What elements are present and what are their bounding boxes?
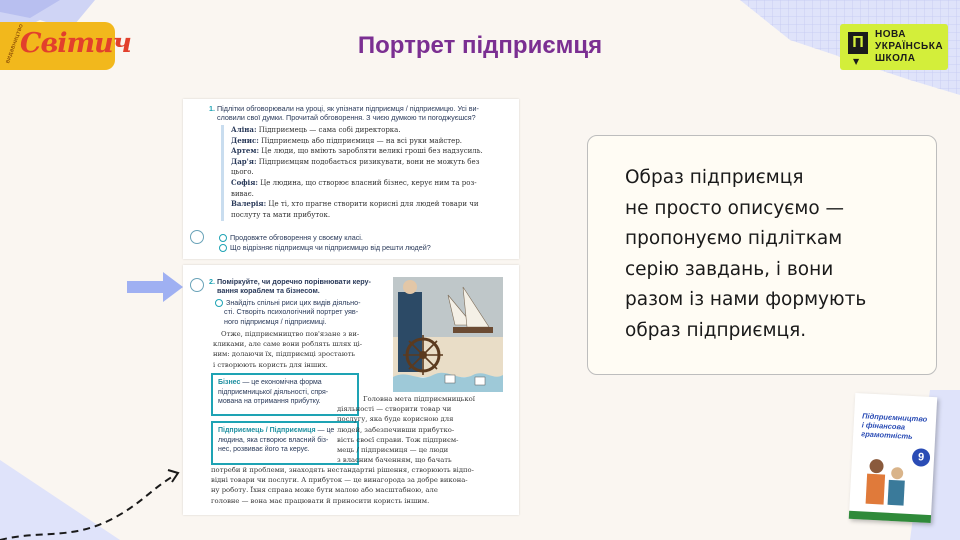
dialog-line: Софія: Це людина, що створює власний бізнес, керує ним та роз- xyxy=(231,177,477,187)
bullet-icon xyxy=(215,299,223,307)
description-text xyxy=(625,163,925,346)
captain-ship-illustration xyxy=(393,277,503,392)
para-line: діяльності — створити товар чи xyxy=(337,405,452,414)
nus-icon: П xyxy=(848,32,868,54)
task-number: 1. xyxy=(209,104,215,113)
description-line: не просто описуємо — xyxy=(625,197,845,219)
definition-term: Підприємець / Підприємиця xyxy=(218,427,316,434)
paragraph xyxy=(213,329,393,370)
para-line: з власним баченням, що бачать xyxy=(337,456,452,465)
definition-term: Бізнес xyxy=(218,379,241,386)
task-line: Поміркуйте, чи доречно порівнювати керу- xyxy=(217,277,371,286)
dialog-line: послуту та мати прибуток. xyxy=(231,210,331,219)
definition-entrepreneur: Підприємець / Підприємиця — це людина, яка створює власний біз- нес, розвиває його та керує. xyxy=(211,421,359,465)
para-line: послугу, яка буде корисною для xyxy=(337,415,454,424)
nus-text xyxy=(875,29,943,65)
para-line: потреби й проблеми, знаходять нестандартні рішення, створюють відпо- xyxy=(211,466,474,474)
book-title: Підприємництво і фінансова грамотність xyxy=(860,411,928,441)
para-line: мець / підприємиця — це люди xyxy=(337,446,449,455)
arrow-right-icon xyxy=(127,272,183,302)
dialog-line: Валерія: Це ті, хто прагне створити корисні для людей товари чи xyxy=(231,199,479,209)
sub-task xyxy=(215,298,395,326)
description-line: разом із нами формують xyxy=(625,289,867,310)
para-line: кликами, але саме вони роблять шлях ці- xyxy=(213,340,363,349)
bullet-line: Продовжте обговорення у своєму класі. xyxy=(219,233,363,242)
book-cover xyxy=(849,393,937,523)
dialog-line: цього. xyxy=(231,168,254,177)
dialog-line: виває. xyxy=(231,189,254,198)
globe-icon xyxy=(190,230,204,244)
nus-line: ШКОЛА xyxy=(875,53,916,64)
para-line: і створюють користь для інших. xyxy=(213,360,328,369)
corner-decoration xyxy=(0,420,200,540)
textbook-page-1 xyxy=(183,99,519,259)
bullet-line: Що відрізняє підприємця чи підприємицю від решти людей? xyxy=(219,243,431,252)
bullet-icon xyxy=(219,234,227,242)
slide-title: Портрет підприємця xyxy=(357,32,603,59)
task-2-text xyxy=(209,277,389,296)
para-line: ну роботу. Їхня справа може бути малою або масштабною, але xyxy=(211,486,438,495)
sub-line: Знайдіть спільні риси цих видів діяльно- xyxy=(226,298,361,307)
para-line: Головна мета підприємницької xyxy=(363,395,475,403)
bottom-paragraph xyxy=(211,465,511,506)
nus-arrow-icon: ▼ xyxy=(853,57,860,66)
para-line: відні товари чи послуги. А прибуток — це винагорода за добре викона- xyxy=(211,476,468,485)
para-line: вість своєї справи. Тож підприєм- xyxy=(337,435,459,444)
book-illustration xyxy=(859,453,912,511)
bullet-icon xyxy=(219,244,227,252)
right-paragraph xyxy=(337,394,509,465)
description-line: образ підприємця. xyxy=(625,319,807,341)
globe-icon xyxy=(190,278,204,292)
nus-line: УКРАЇНСЬКА xyxy=(875,41,944,52)
description-line: Образ підприємця xyxy=(625,167,804,188)
definition-business: Бізнес — це економічна форма підприємницької діяльності, спря- мована на отримання прибутку. xyxy=(211,373,359,416)
book-grade: 9 xyxy=(912,448,931,467)
publisher-tagline: видавництво xyxy=(4,23,25,65)
task-line: словили свої думки. Прочитай обговорення. З чиєю думкою ти погоджуєшся? xyxy=(217,113,476,123)
para-line: ним: долаючи їх, підприємці зростають xyxy=(213,350,356,359)
textbook-page-2 xyxy=(183,265,519,515)
dialog-line: Дар'я: Підприємцям подобається ризикувати, вони не можуть без xyxy=(231,156,480,166)
description-line: серію завдань, і вони xyxy=(625,258,834,280)
dialog-bar xyxy=(221,125,224,221)
dialog-line: Аліна: Підприємець — сама собі директорка. xyxy=(231,125,401,134)
sub-line: ного підприємця / підприємиці. xyxy=(224,316,327,326)
publisher-name: Світич xyxy=(20,28,131,59)
task-1-text xyxy=(209,104,513,123)
task-line: вання кораблем та бізнесом. xyxy=(217,286,320,296)
nus-logo xyxy=(840,24,948,70)
description-box xyxy=(587,135,937,375)
description-line: пропонуємо підліткам xyxy=(625,228,843,249)
para-line: людей, забезпечивши прибутко- xyxy=(337,425,455,434)
sub-line: сті. Створіть психологічний портрет уяв- xyxy=(224,307,359,317)
para-line: Отже, підприємництво пов'язане з ви- xyxy=(221,330,360,338)
dialog-line: Артем: Це люди, що вміють заробляти великі гроші без надзусиль. xyxy=(231,146,483,156)
nus-line: НОВА xyxy=(875,29,906,40)
dialog xyxy=(231,125,511,220)
para-line: головне — вона має працювати й приносити користь іншим. xyxy=(211,496,430,505)
dialog-line: Денис: Підприємець або підприємиця — на всі руки майстер. xyxy=(231,135,463,145)
task-number: 2. xyxy=(209,277,215,286)
task-line: Підлітки обговорювали на уроці, як упізнати підприємця / підприємицю. Усі ви- xyxy=(217,104,479,113)
